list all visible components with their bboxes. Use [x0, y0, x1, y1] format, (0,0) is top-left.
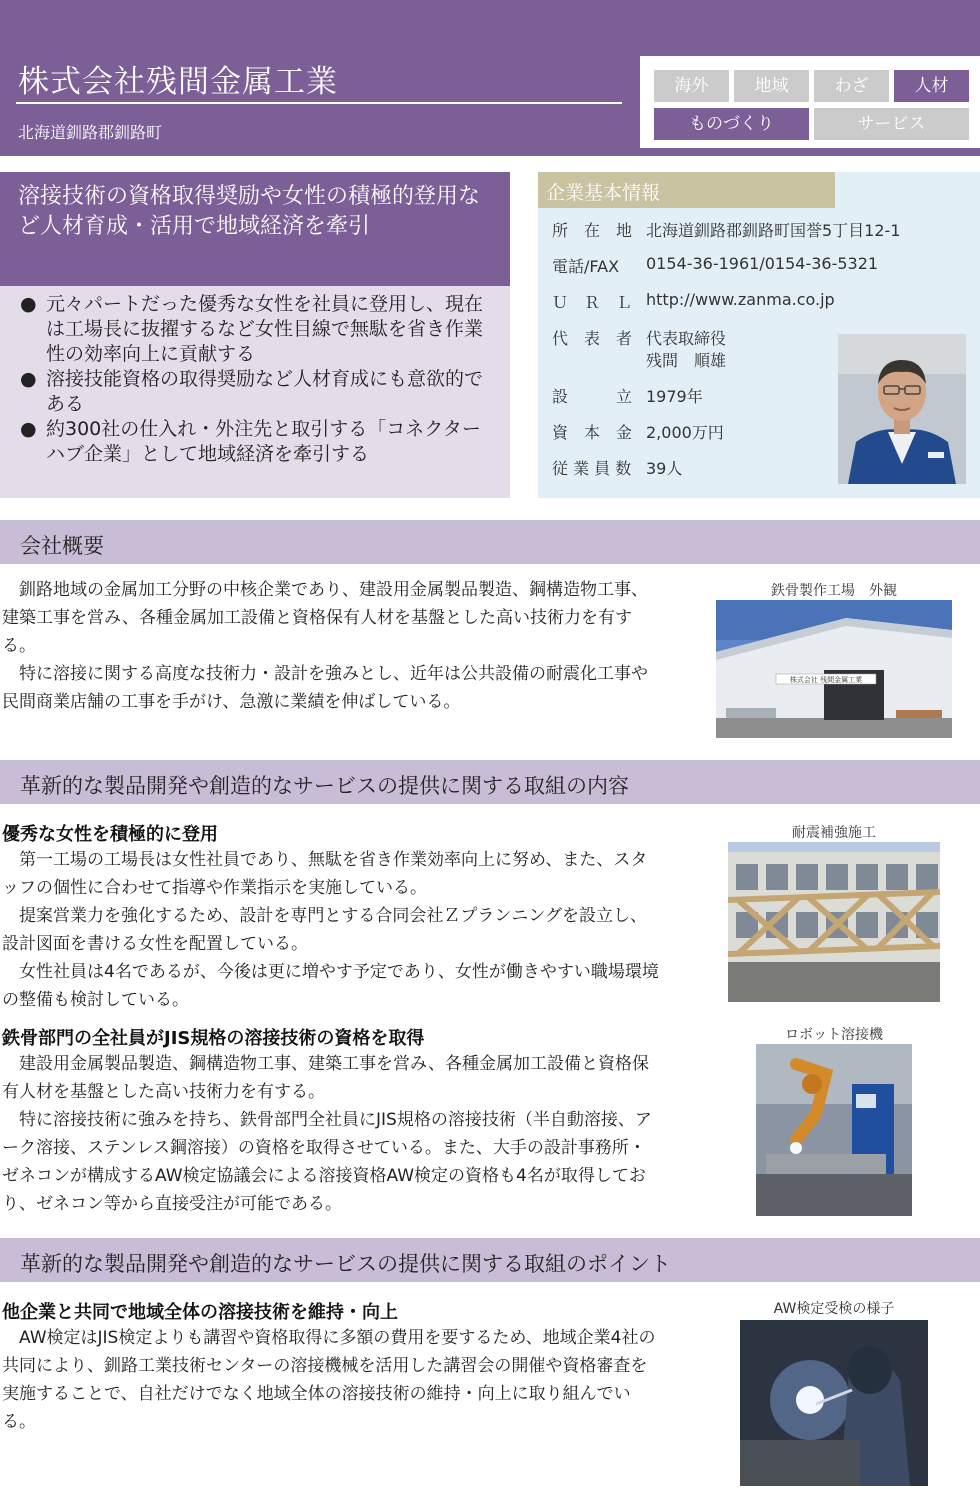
aw-exam-photo [740, 1320, 928, 1486]
initiative-paragraph: 提案営業力を強化するため、設計を専門とする合同会社Ｚプランニングを設立し、設計図面を書ける女性を配置している。 [2, 906, 647, 954]
info-label-employees: 従 業 員 数 [552, 459, 632, 478]
info-label-representative: 代 表 者 [552, 329, 633, 348]
info-label-founded: 設 立 [552, 387, 633, 406]
info-label-phone: 電話/FAX [552, 257, 620, 276]
info-label-capital: 資 本 金 [552, 423, 633, 442]
tag-skill: わざ [814, 70, 889, 102]
section-bar-overview [0, 520, 980, 564]
tag-manufacturing: ものづくり [654, 108, 809, 140]
factory-exterior-photo [716, 600, 952, 738]
header-divider [16, 102, 622, 104]
section-title-overview: 会社概要 [20, 534, 104, 558]
photo-caption-seismic: 耐震補強施工 [792, 825, 876, 841]
robot-welder-photo [756, 1044, 912, 1216]
tag-human-resources: 人材 [894, 70, 969, 102]
initiative-heading-women: 優秀な女性を積極的に登用 [2, 824, 218, 845]
points-heading: 他企業と共同で地域全体の溶接技術を維持・向上 [2, 1302, 398, 1323]
info-label-url: Ｕ Ｒ Ｌ [552, 293, 633, 312]
info-value-representative-name: 残間 順雄 [646, 351, 727, 370]
seismic-reinforcement-photo [728, 842, 940, 1002]
photo-caption-factory: 鉄骨製作工場 外観 [771, 583, 897, 599]
info-value-employees: 39人 [646, 459, 683, 478]
tag-region: 地域 [734, 70, 809, 102]
info-value-capital: 2,000万円 [646, 423, 724, 442]
photo-caption-aw-exam: AW検定受検の様子 [773, 1301, 895, 1317]
initiative-paragraph: 建設用金属製品製造、鋼構造物工事、建築工事を営み、各種金属加工設備と資格保有人材を基盤とした高い技術力を有する。 [2, 1054, 650, 1102]
highlights-list [20, 292, 498, 467]
info-value-address: 北海道釧路郡釧路町国誉5丁目12-1 [646, 221, 901, 240]
company-name: 株式会社残間金属工業 [18, 64, 338, 100]
highlight-item: ● 約300社の仕入れ・外注先と取引する「コネクターハブ企業」として地域経済を牽引する [20, 417, 498, 467]
overview-paragraph: 特に溶接に関する高度な技術力・設計を強みとし、近年は公共設備の耐震化工事や民間商業店舗の工事を手がけ、急激に業績を伸ばしている。 [2, 664, 648, 712]
headline: 溶接技術の資格取得奨励や女性の積極的登用など人材育成・活用で地域経済を牽引 [18, 184, 481, 239]
highlight-item: ● 元々パートだった優秀な女性を社員に登用し、現在は工場長に抜擢するなど女性目線で無駄を省き作業性の効率向上に貢献する [20, 292, 498, 367]
points-paragraph: AW検定はJIS検定よりも講習や資格取得に多額の費用を要するため、地域企業4社の共同により、釧路工業技術センターの溶接機械を活用した講習会の開催や資格審査を実施することで、自社だけでなく地域全体の溶接技術の維持・向上に取り組んでいる。 [2, 1328, 656, 1432]
info-value-founded: 1979年 [646, 387, 703, 406]
initiative-paragraph: 女性社員は4名であるが、今後は更に増やす予定であり、女性が働きやすい職場環境の整備も検討している。 [2, 962, 659, 1010]
company-location: 北海道釧路郡釧路町 [18, 123, 163, 142]
factory-sign-text: 株式会社 残間金属工業 [789, 676, 863, 684]
section-title-initiatives: 革新的な製品開発や創造的なサービスの提供に関する取組の内容 [20, 774, 629, 798]
initiative-heading-jis: 鉄骨部門の全社員がJIS規格の溶接技術の資格を取得 [2, 1028, 425, 1049]
representative-photo [838, 334, 966, 484]
initiative-paragraph: 第一工場の工場長は女性社員であり、無駄を省き作業効率向上に努め、また、スタッフの個性に合わせて指導や作業指示を実施している。 [2, 850, 648, 898]
category-tags [640, 56, 980, 148]
photo-caption-robot: ロボット溶接機 [785, 1027, 883, 1043]
info-value-phone: 0154-36-1961/0154-36-5321 [646, 254, 879, 273]
overview-paragraph: 釧路地域の金属加工分野の中核企業であり、建設用金属製品製造、鋼構造物工事、建築工事を営み、各種金属加工設備と資格保有人材を基盤とした高い技術力を有する。 [2, 580, 648, 656]
info-value-representative-title: 代表取締役 [646, 329, 727, 348]
tag-overseas: 海外 [654, 70, 729, 102]
initiative-paragraph: 特に溶接技術に強みを持ち、鉄骨部門全社員にJIS規格の溶接技術（半自動溶接、アーク溶接、ステンレス鋼溶接）の資格を取得させている。また、大手の設計事務所・ゼネコンが構成するAW検定協議会による溶接資格AW検定の資格も4名が取得しており、ゼネコン等から直接受注が可能である。 [2, 1110, 652, 1214]
company-info-title: 企業基本情報 [546, 182, 661, 204]
highlight-item: ● 溶接技能資格の取得奨励など人材育成にも意欲的である [20, 367, 498, 417]
info-label-address: 所 在 地 [552, 221, 633, 240]
tag-service: サービス [814, 108, 969, 140]
section-title-points: 革新的な製品開発や創造的なサービスの提供に関する取組のポイント [20, 1252, 671, 1276]
info-value-url[interactable]: http://www.zanma.co.jp [646, 290, 835, 309]
